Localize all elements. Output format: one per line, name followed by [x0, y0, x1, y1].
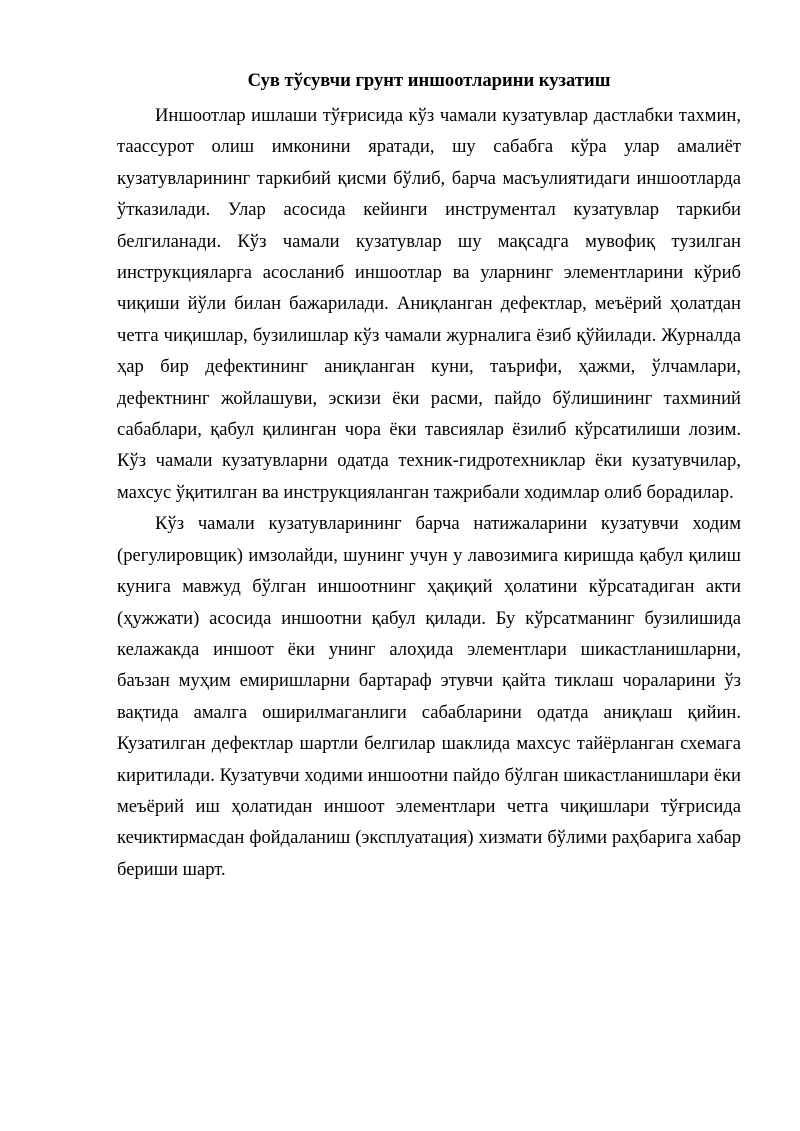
paragraph-1: Иншоотлар ишлаши тўғрисида кўз чамали кузатувлар дастлабки тахмин, таассурот олиш имконини яратади, шу сабабга кўра улар амалиёт кузатувларининг таркибий қисми бўлиб, барча масъулиятидаги иншоотларда ўтказилади. Улар асосида кейинги инструментал кузатувлар таркиби белгиланади. Кўз чамали кузатувлар шу мақсадга мувофиқ тузилган инструкцияларга асосланиб иншоотлар ва уларнинг элементларини кўриб чиқиши йўли билан бажарилади. Аниқланган дефектлар, меъёрий ҳолатдан четга чиқишлар, бузилишлар кўз чамали журналига ёзиб қўйилади. Журналда ҳар бир дефектининг аниқланган куни, таърифи, ҳажми, ўлчамлари, дефектнинг жойлашуви, эскизи ёки расми, пайдо бўлишининг тахминий сабаблари, қабул қилинган чора ёки тавсиялар ёзилиб кўрсатилиши лозим. Кўз чамали кузатувларни одатда техник-гидротехниклар ёки кузатувчилар, махсус ўқитилган ва инструкцияланган тажрибали ходимлар олиб борадилар. [117, 105, 741, 503]
document-page [117, 70, 741, 885]
paragraph-2: Кўз чамали кузатувларининг барча натижаларини кузатувчи ходим (регулировщик) имзолайди, шунинг учун у лавозимига киришда қабул қилиш кунига мавжуд бўлган иншоотнинг ҳақиқий ҳолатини кўрсатадиган акти (ҳужжати) асосида иншоотни қабул қилади. Бу кўрсатманинг бузилишида келажакда иншоот ёки унинг алоҳида элементлари шикастланишларни, баъзан муҳим емиришларни бартараф этувчи қайта тиклаш чораларини ўз вақтида амалга оширилмаганлиги сабабларини одатда аниқлаш қийин. Кузатилган дефектлар шартли белгилар шаклида махсус тайёрланган схемага киритилади. Кузатувчи ходими иншоотни пайдо бўлган шикастланишлари ёки меъёрий иш ҳолатидан иншоот элементлари четга чиқишлари тўғрисида кечиктирмасдан фойдаланиш (эксплуатация) хизмати бўлими раҳбарига хабар бериши шарт. [117, 513, 741, 880]
document-title: Сув тўсувчи грунт иншоотларини кузатиш [247, 70, 611, 91]
